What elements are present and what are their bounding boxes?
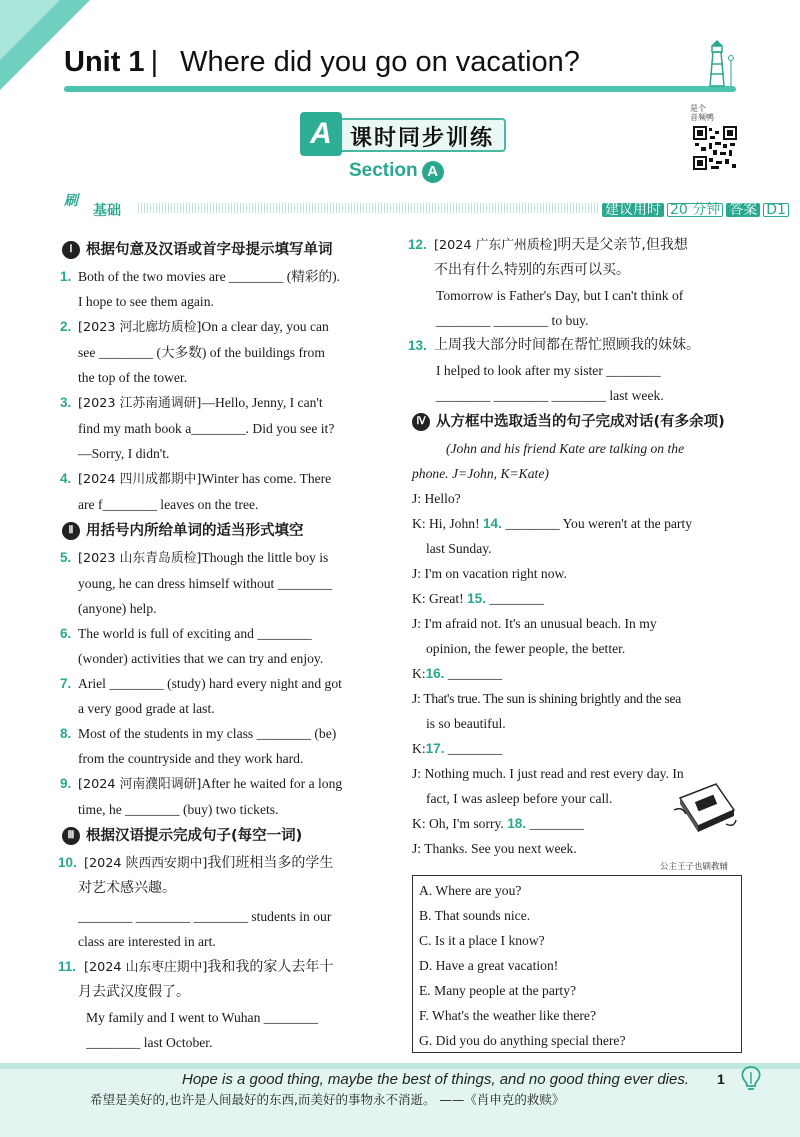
question-text: 明天是父亲节,但我想 [557, 237, 688, 253]
footer-quote-chinese: 希望是美好的,也许是人间最好的东西,而美好的事物永不消逝。 ——《肖申克的救赎》 [90, 1092, 565, 1107]
question-number: 9. [60, 776, 72, 791]
question-9 [62, 771, 392, 822]
question-source: [2024 山东枣庄期中] [84, 960, 208, 975]
question-source: [2023 山东青岛质检] [78, 551, 202, 566]
qr-caption-line1: 是个 [690, 104, 706, 113]
dialogue-intro: (John and his friend Kate are talking on the [446, 441, 685, 456]
section-4-heading [412, 408, 742, 436]
qr-code-icon[interactable] [693, 126, 737, 170]
question-10 [58, 850, 392, 954]
question-text: 不出有什么特别的东西可以买。 [434, 262, 630, 278]
question-text: 月去武汉度假了。 [78, 984, 190, 1000]
section-3-heading [62, 822, 392, 850]
question-number: 5. [60, 550, 72, 565]
dialogue-line: K: Oh, I'm sorry. 18. ________ [412, 816, 584, 831]
option-g: G. Did you do anything special there? [419, 1033, 626, 1048]
question-text: are f________ leaves on the tree. [78, 497, 259, 512]
question-text: young, he can dress himself without ________ [78, 576, 333, 591]
question-text: ________ last October. [86, 1035, 213, 1050]
question-text: ________ ________ to buy. [436, 313, 589, 328]
qr-caption-line2: 音频鸭 [690, 113, 714, 122]
question-text: Tomorrow is Father's Day, but I can't think of [436, 288, 684, 303]
question-number: 7. [60, 676, 72, 691]
question-text: find my math book a________. Did you see it? [78, 421, 335, 436]
question-3 [62, 390, 392, 466]
answer-page: D1 [763, 203, 789, 217]
dialogue-line: J: Thanks. See you next week. [412, 841, 577, 856]
options-box [412, 875, 742, 1053]
unit-label: Unit 1 [64, 46, 145, 78]
question-13 [408, 333, 742, 408]
header-rule [64, 86, 736, 92]
right-column [408, 232, 742, 861]
workbook-illustration [672, 780, 738, 836]
question-text: see ________ (大多数) of the buildings from [78, 345, 325, 360]
left-column [58, 236, 392, 1055]
section-word: Section [349, 160, 418, 181]
question-text: Ariel ________ (study) hard every night and got [78, 676, 342, 691]
question-8 [62, 721, 392, 771]
dialogue-line: J: Hello? [412, 491, 461, 506]
question-text: ________ ________ ________ students in our [78, 909, 332, 924]
section-1-number: Ⅰ [62, 241, 80, 259]
question-text: I helped to look after my sister ________ [436, 363, 661, 378]
question-text: ________ ________ ________ last week. [436, 388, 664, 403]
question-11 [58, 954, 392, 1055]
option-c: C. Is it a place I know? [419, 933, 545, 948]
corner-decoration-light [0, 0, 60, 60]
question-number: 4. [60, 471, 72, 486]
unit-separator: | [150, 46, 159, 78]
question-5 [62, 545, 392, 621]
section-3-title: 根据汉语提示完成句子(每空一词) [86, 827, 303, 844]
unit-question: Where did you go on vacation? [180, 46, 580, 78]
time-suggestion [602, 203, 789, 217]
question-text: —Hello, Jenny, I can't [201, 395, 323, 410]
shua-label: 基础 [93, 203, 121, 219]
question-text: Though the little boy is [201, 550, 329, 565]
dialogue-line: K:16. ________ [412, 666, 503, 681]
banner-title: 课时同步训练 [350, 126, 495, 151]
dialogue-line: K: Hi, John! 14. ________ You weren't at the party [412, 516, 693, 531]
question-text: from the countryside and they work hard. [78, 751, 304, 766]
question-text: time, he ________ (buy) two tickets. [78, 802, 279, 817]
dialogue-intro: phone. J=John, K=Kate) [412, 466, 549, 481]
question-2 [62, 314, 392, 390]
question-text: The world is full of exciting and ________ [78, 626, 312, 641]
question-4 [62, 466, 392, 517]
question-text: Most of the students in my class ________ (be) [78, 726, 337, 741]
section-4-number: Ⅳ [412, 413, 430, 431]
question-source: [2023 河北廊坊质检] [78, 320, 202, 335]
question-text: class are interested in art. [78, 934, 216, 949]
section-letter: A [422, 161, 444, 183]
question-source: [2024 陕西西安期中] [84, 856, 208, 871]
question-6 [62, 621, 392, 671]
question-text: Both of the two movies are ________ (精彩的). [78, 269, 341, 284]
question-number: 12. [408, 237, 427, 252]
time-value: 20 分钟 [667, 203, 723, 217]
footer-band [0, 1063, 800, 1069]
question-text: After he waited for a long [201, 776, 343, 791]
question-text: I hope to see them again. [78, 294, 214, 309]
question-source: [2024 四川成都期中] [78, 472, 202, 487]
question-text: My family and I went to Wuhan ________ [86, 1010, 319, 1025]
qr-caption [690, 104, 714, 122]
section-4-title: 从方框中选取适当的句子完成对话(有多余项) [436, 413, 725, 430]
footer-quote-english: Hope is a good thing, maybe the best of things, and no good thing ever dies. [182, 1071, 690, 1088]
dialogue-line: opinion, the fewer people, the better. [426, 641, 626, 656]
lightbulb-icon [736, 1064, 766, 1094]
question-text: 我和我的家人去年十 [207, 959, 334, 975]
question-text: 我们班相当多的学生 [207, 855, 334, 871]
time-label: 建议用时 [602, 203, 664, 217]
answer-label: 答案 [726, 203, 760, 217]
option-a: A. Where are you? [419, 883, 522, 898]
option-e: E. Many people at the party? [419, 983, 577, 998]
dialogue-line: last Sunday. [426, 541, 492, 556]
illustration-caption: 公主王子也刷教辅 [660, 862, 729, 872]
blank-number-16: 16. [425, 666, 445, 681]
unit-title [64, 46, 580, 79]
section-2-title: 用括号内所给单词的适当形式填空 [86, 522, 304, 539]
question-source: [2023 江苏南通调研] [78, 396, 202, 411]
question-number: 8. [60, 726, 72, 741]
banner-badge: A [300, 112, 342, 156]
dialogue-line: J: I'm on vacation right now. [412, 566, 567, 581]
question-number: 1. [60, 269, 72, 284]
blank-number-14: 14. [483, 516, 502, 531]
dialogue-line: fact, I was asleep before your call. [426, 791, 613, 806]
section-2-heading [62, 517, 392, 545]
dialogue-line: is so beautiful. [426, 716, 506, 731]
dialogue-line: K:17. ________ [412, 741, 503, 756]
question-text: On a clear day, you can [201, 319, 329, 334]
question-text: 上周我大部分时间都在帮忙照顾我的妹妹。 [434, 337, 700, 353]
blank-number-17: 17. [425, 741, 445, 756]
page-number: 1 [717, 1071, 725, 1087]
option-f: F. What's the weather like there? [419, 1008, 597, 1023]
blank-number-15: 15. [467, 591, 487, 606]
dialogue-line: J: Nothing much. I just read and rest every day. In [412, 766, 684, 781]
question-number: 10. [58, 855, 77, 870]
lighthouse-icon [700, 38, 734, 88]
question-number: 3. [60, 395, 72, 410]
stripe-divider [138, 203, 600, 213]
question-text: Winter has come. There [201, 471, 332, 486]
question-source: [2024 河南濮阳调研] [78, 777, 202, 792]
question-number: 11. [58, 959, 77, 974]
question-text: the top of the tower. [78, 370, 188, 385]
question-12 [408, 232, 742, 333]
option-b: B. That sounds nice. [419, 908, 531, 923]
section-label [349, 160, 444, 183]
option-d: D. Have a great vacation! [419, 958, 559, 973]
question-source: [2024 广东广州质检] [434, 238, 558, 253]
question-text: 对艺术感兴趣。 [78, 880, 176, 896]
question-number: 13. [408, 338, 427, 353]
shua-mark: 刷 [64, 193, 78, 209]
section-1-heading [62, 236, 392, 264]
section-2-number: Ⅱ [62, 522, 80, 540]
blank-number-18: 18. [507, 816, 527, 831]
question-number: 2. [60, 319, 72, 334]
question-text: (wonder) activities that we can try and enjoy. [78, 651, 324, 666]
question-text: a very good grade at last. [78, 701, 215, 716]
section-1-title: 根据句意及汉语或首字母提示填写单词 [86, 241, 333, 258]
dialogue-line: K: Great! 15. ________ [412, 591, 544, 606]
question-number: 6. [60, 626, 72, 641]
dialogue-line: J: That's true. The sun is shining brightly and the sea [412, 691, 681, 706]
dialogue-line: J: I'm afraid not. It's an unusual beach. In my [412, 616, 657, 631]
question-1 [62, 264, 392, 314]
section-3-number: Ⅲ [62, 827, 80, 845]
question-text: (anyone) help. [78, 601, 157, 616]
question-7 [62, 671, 392, 721]
question-text: —Sorry, I didn't. [78, 446, 170, 461]
